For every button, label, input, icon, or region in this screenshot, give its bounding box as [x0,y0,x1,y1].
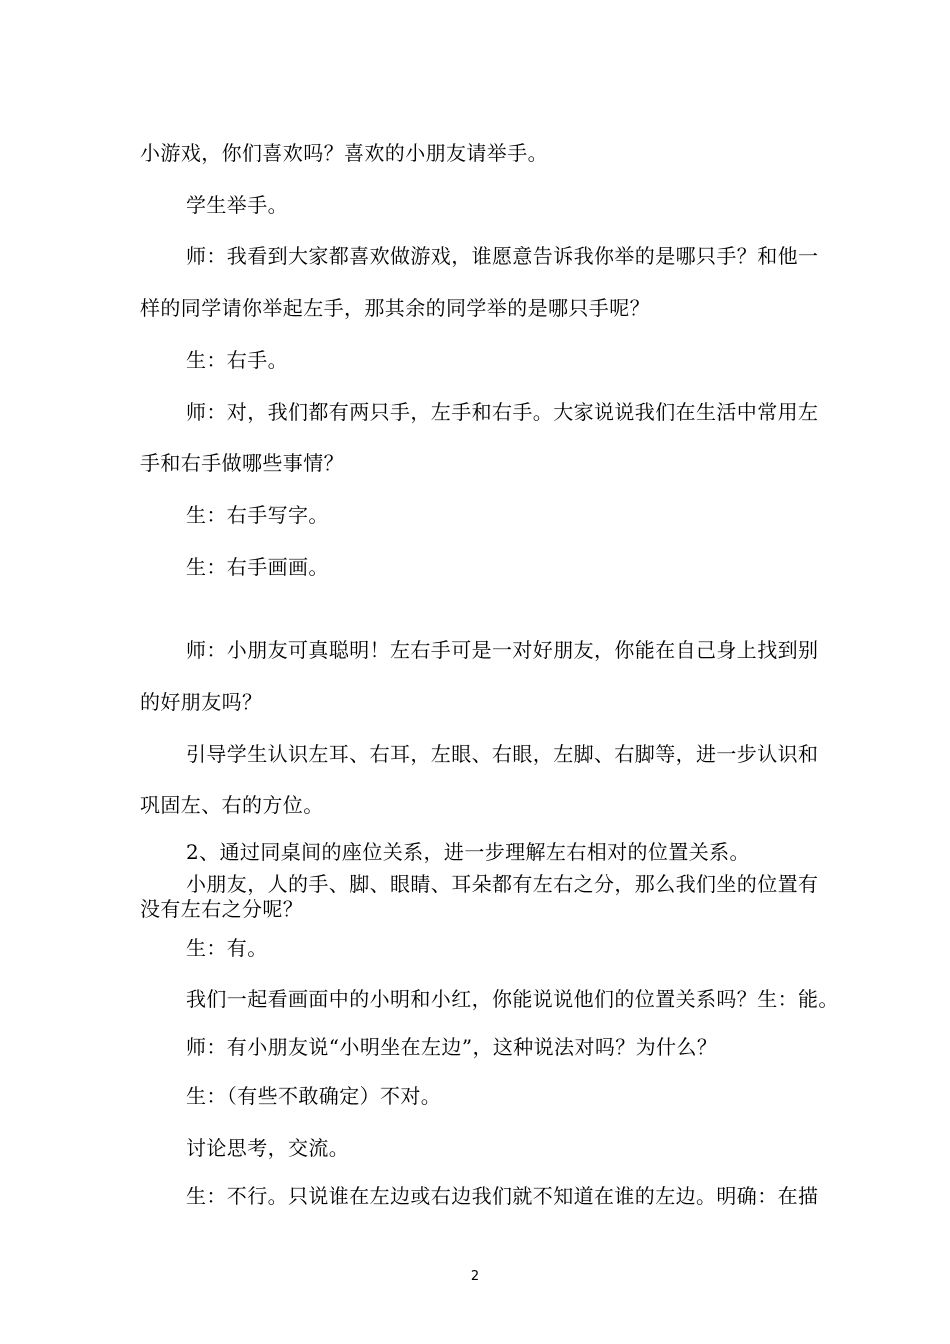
text-line: 生：有。 [186,936,268,960]
text-line: 讨论思考，交流。 [186,1136,350,1160]
text-line: 师：有小朋友说“小明坐在左边”，这种说法对吗？为什么？ [186,1035,718,1059]
text-line: 师：对，我们都有两只手，左手和右手。大家说说我们在生活中常用左 [186,400,819,424]
text-line: 生：右手写字。 [186,503,329,527]
page-number: 2 [470,1269,480,1284]
text-line: 的好朋友吗？ [140,690,263,714]
text-line: 小朋友，人的手、脚、眼睛、耳朵都有左右之分，那么我们坐的位置有 [186,872,819,896]
text-line: 2、通过同桌间的座位关系，进一步理解左右相对的位置关系。 [186,840,750,864]
text-line: 引导学生认识左耳、右耳，左眼、右眼，左脚、右脚等，进一步认识和 [186,742,819,766]
text-line: 学生举手。 [186,193,288,217]
text-line: 巩固左、右的方位。 [140,793,324,817]
text-line: 手和右手做哪些事情？ [140,451,344,475]
text-line: 样的同学请你举起左手，那其余的同学举的是哪只手呢？ [140,296,650,320]
text-line: 我们一起看画面中的小明和小红，你能说说他们的位置关系吗？生：能。 [186,987,839,1011]
text-line: 生：右手画画。 [186,555,329,579]
text-line: 没有左右之分呢？ [140,897,304,921]
text-line: 生：（有些不敢确定）不对。 [186,1084,442,1108]
text-line: 小游戏，你们喜欢吗？喜欢的小朋友请举手。 [140,141,548,165]
text-line: 师：小朋友可真聪明！左右手可是一对好朋友，你能在自己身上找到别 [186,638,819,662]
text-line: 生：不行。只说谁在左边或右边我们就不知道在谁的左边。明确：在描 [186,1184,819,1208]
text-line: 生：右手。 [186,348,288,372]
text-line: 师：我看到大家都喜欢做游戏，谁愿意告诉我你举的是哪只手？和他一 [186,244,819,268]
